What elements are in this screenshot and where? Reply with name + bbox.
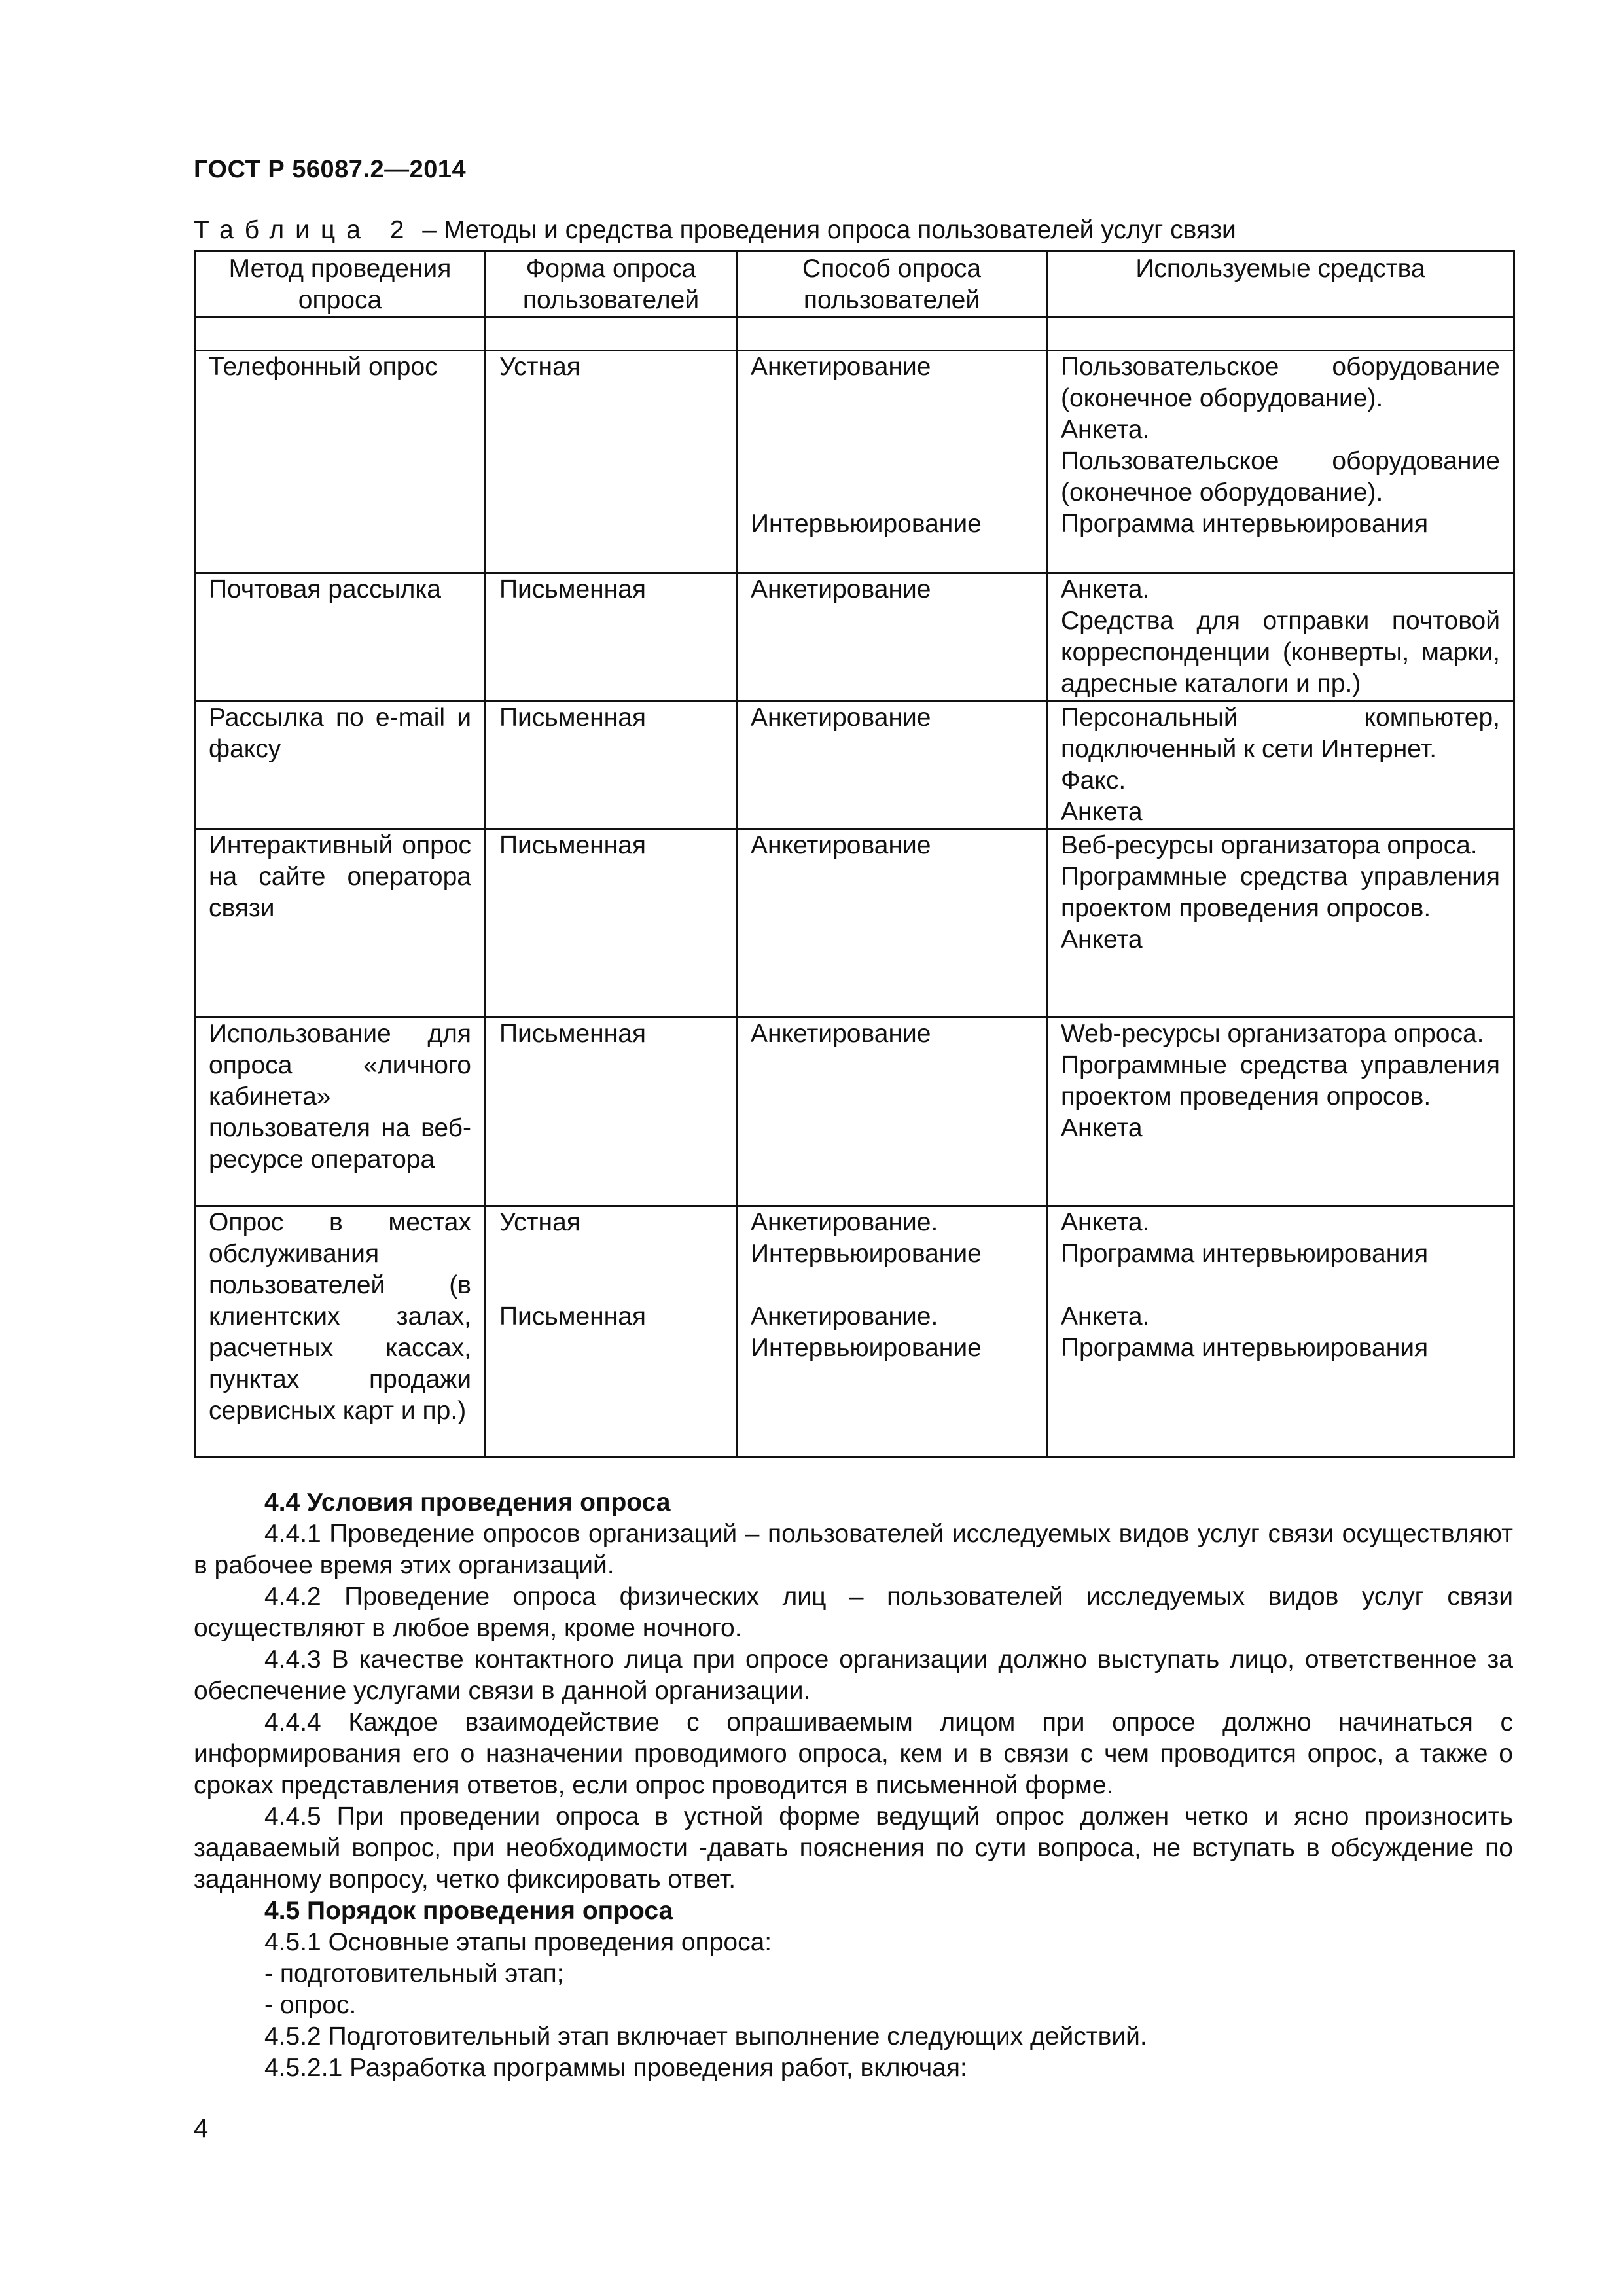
cell-means: Пользовательское оборудование (оконечное оборудование). Анкета. Пользовательское оборудование (оконечное оборудование). Программа интервьюирования [1047, 351, 1514, 573]
cell-way: Анкетирование [737, 573, 1047, 702]
cell-means: Веб-ресурсы организатора опроса. Программные средства управления проектом проведения опросов. Анкета [1047, 829, 1514, 1018]
paragraph: 4.4.4 Каждое взаимодействие с опрашиваемым лицом при опросе должно начинаться с информирования его о назначении проводимого опроса, кем и в связи с чем проводится опрос, а также о сроках представления ответов, если опрос проводится в письменной форме. [194, 1708, 1513, 1799]
cell-method: Опрос в местах обслуживания пользователей (в клиентских залах, расчетных кассах, пунктах продажи сервисных карт и пр.) [195, 1206, 486, 1458]
cell-method: Использование для опроса «личного кабинета» пользователя на веб-ресурсе оператора [195, 1018, 486, 1206]
cell-form: Письменная [486, 702, 737, 829]
cell-form: Письменная [486, 1018, 737, 1206]
list-item: - опрос. [264, 1991, 357, 2019]
cell-way: Анкетирование Интервьюирование [737, 351, 1047, 573]
column-header-means: Используемые средства [1047, 251, 1514, 317]
section-heading-4-4: 4.4 Условия проведения опроса [264, 1488, 671, 1516]
cell-means: Анкета. Средства для отправки почтовой корреспонденции (конверты, марки, адресные каталоги и пр.) [1047, 573, 1514, 702]
cell-method: Рассылка по e-mail и факсу [195, 702, 486, 829]
column-header-method: Метод проведения опроса [195, 251, 486, 317]
cell-method: Почтовая рассылка [195, 573, 486, 702]
table-caption-label: Таблица 2 [194, 216, 416, 244]
table-caption [194, 216, 1236, 245]
cell-method: Телефонный опрос [195, 351, 486, 573]
cell-way: Анкетирование. Интервьюирование Анкетирование. Интервьюирование [737, 1206, 1047, 1458]
cell-way: Анкетирование [737, 829, 1047, 1018]
table-row [195, 702, 1514, 829]
cell-means: Анкета. Программа интервьюирования Анкета. Программа интервьюирования [1047, 1206, 1514, 1458]
paragraph: 4.5.1 Основные этапы проведения опроса: [264, 1928, 772, 1956]
table-spacer-row [195, 317, 1514, 351]
cell-way: Анкетирование [737, 1018, 1047, 1206]
paragraph: 4.4.2 Проведение опроса физических лиц – пользователей исследуемых видов услуг связи осуществляют в любое время, кроме ночного. [194, 1583, 1513, 1642]
column-header-way: Способ опроса пользователей [737, 251, 1047, 317]
cell-form: Письменная [486, 829, 737, 1018]
table-caption-title: – Методы и средства проведения опроса пользователей услуг связи [422, 216, 1236, 244]
cell-form: Устная [486, 351, 737, 573]
methods-table [194, 250, 1515, 1458]
document-header: ГОСТ Р 56087.2—2014 [194, 156, 467, 183]
cell-form: Письменная [486, 573, 737, 702]
section-heading-4-5: 4.5 Порядок проведения опроса [264, 1897, 673, 1925]
body-text [194, 1487, 1513, 2084]
cell-means: Персональный компьютер, подключенный к сети Интернет. Факс. Анкета [1047, 702, 1514, 829]
cell-way: Анкетирование [737, 702, 1047, 829]
paragraph: 4.4.3 В качестве контактного лица при опросе организации должно выступать лицо, ответственное за обеспечение услугами связи в данной организации. [194, 1645, 1513, 1705]
paragraph: 4.4.1 Проведение опросов организаций – пользователей исследуемых видов услуг связи осуществляют в рабочее время этих организаций. [194, 1520, 1513, 1579]
cell-method: Интерактивный опрос на сайте оператора связи [195, 829, 486, 1018]
table-row [195, 1206, 1514, 1458]
page-number: 4 [194, 2114, 209, 2143]
paragraph: 4.5.2.1 Разработка программы проведения работ, включая: [264, 2054, 967, 2082]
cell-form: Устная Письменная [486, 1206, 737, 1458]
table-row [195, 829, 1514, 1018]
table-row [195, 1018, 1514, 1206]
table-row [195, 351, 1514, 573]
column-header-form: Форма опроса пользователей [486, 251, 737, 317]
table-header-row [195, 251, 1514, 317]
table-row [195, 573, 1514, 702]
paragraph: 4.5.2 Подготовительный этап включает выполнение следующих действий. [264, 2022, 1147, 2051]
cell-means: Web-ресурсы организатора опроса. Программные средства управления проектом проведения опросов. Анкета [1047, 1018, 1514, 1206]
paragraph: 4.4.5 При проведении опроса в устной форме ведущий опрос должен четко и ясно произносить задаваемый вопрос, при необходимости -давать пояснения по сути вопроса, не вступать в обсуждение по заданному вопросу, четко фиксировать ответ. [194, 1803, 1513, 1893]
list-item: - подготовительный этап; [264, 1960, 564, 1988]
